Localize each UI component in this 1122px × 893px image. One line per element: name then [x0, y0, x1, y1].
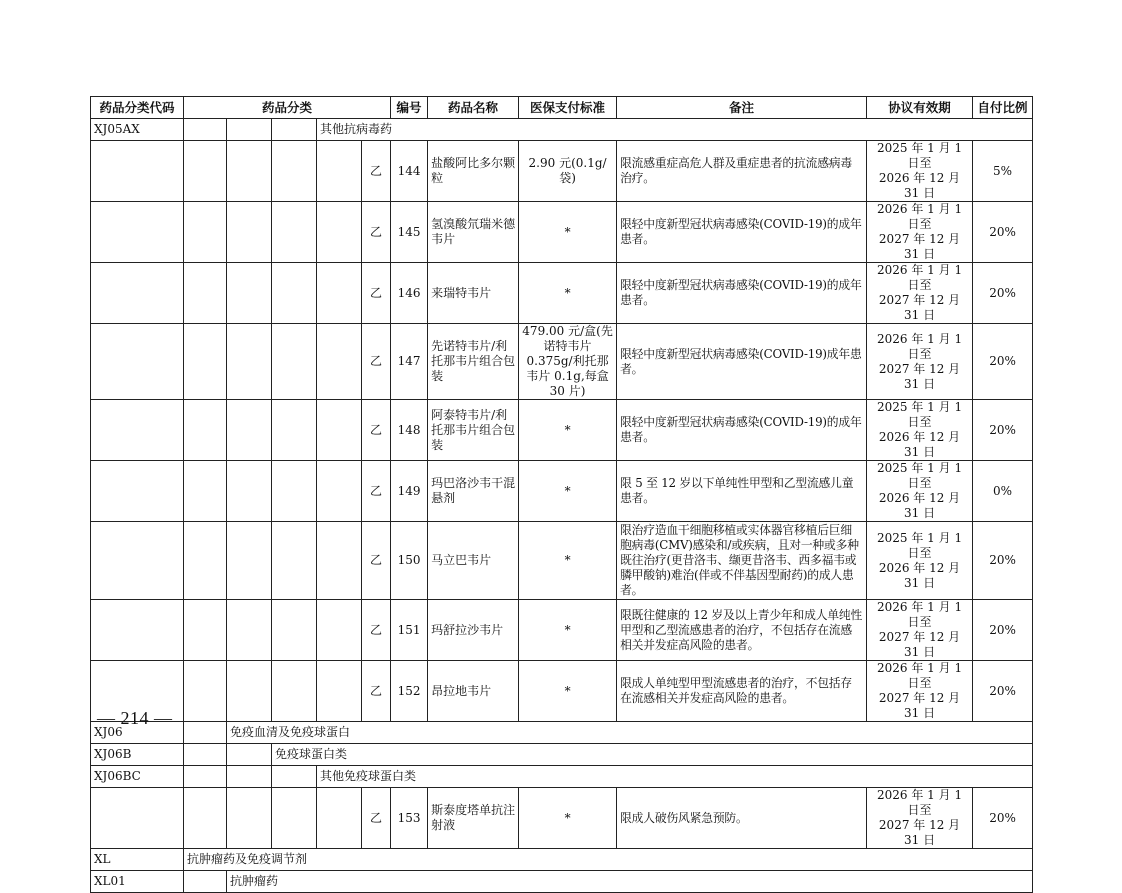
drug-name: 盐酸阿比多尔颗粒: [428, 141, 519, 202]
agreement-period: [867, 461, 973, 522]
remark: 限 5 至 12 岁以下单纯性甲型和乙型流感儿童患者。: [617, 461, 867, 522]
agreement-period: [867, 661, 973, 722]
drug-type: 乙: [362, 263, 391, 324]
section-row-xl: [91, 849, 1033, 871]
payment-standard: 2.90 元(0.1g/袋): [519, 141, 617, 202]
self-pay-ratio: 20%: [973, 263, 1033, 324]
section-row-xj06b: [91, 744, 1033, 766]
drug-number: 151: [391, 600, 428, 661]
section-name: 抗肿瘤药及免疫调节剂: [184, 849, 1033, 871]
drug-name: 来瑞特韦片: [428, 263, 519, 324]
period-start: 2025 年 1 月 1 日至: [877, 141, 963, 170]
table-row: [91, 141, 1033, 202]
table-row: [91, 400, 1033, 461]
agreement-period: [867, 400, 973, 461]
table-row: [91, 661, 1033, 722]
agreement-period: [867, 202, 973, 263]
period-end: 2027 年 12 月 31 日: [878, 232, 961, 261]
header-standard: 医保支付标准: [519, 97, 617, 119]
self-pay-ratio: 20%: [973, 522, 1033, 600]
table-row: [91, 788, 1033, 849]
section-code: XJ06: [91, 722, 184, 744]
drug-number: 148: [391, 400, 428, 461]
drug-number: 153: [391, 788, 428, 849]
drug-name: 斯泰度塔单抗注射液: [428, 788, 519, 849]
drug-catalog-table: [90, 96, 1033, 893]
table-row: [91, 600, 1033, 661]
period-start: 2026 年 1 月 1 日至: [877, 600, 963, 629]
drug-name: 先诺特韦片/利托那韦片组合包装: [428, 324, 519, 400]
remark: 限成人破伤风紧急预防。: [617, 788, 867, 849]
remark: 限轻中度新型冠状病毒感染(COVID-19)成年患者。: [617, 324, 867, 400]
section-name: 抗肿瘤药: [227, 871, 1033, 893]
drug-number: 147: [391, 324, 428, 400]
payment-standard: *: [519, 600, 617, 661]
section-row-xj06bc: [91, 766, 1033, 788]
drug-type: 乙: [362, 788, 391, 849]
remark: 限轻中度新型冠状病毒感染(COVID-19)的成年患者。: [617, 400, 867, 461]
section-code: XJ05AX: [91, 119, 184, 141]
period-start: 2025 年 1 月 1 日至: [877, 400, 963, 429]
agreement-period: [867, 263, 973, 324]
payment-standard: *: [519, 400, 617, 461]
remark: 限流感重症高危人群及重症患者的抗流感病毒治疗。: [617, 141, 867, 202]
remark: 限轻中度新型冠状病毒感染(COVID-19)的成年患者。: [617, 263, 867, 324]
payment-standard: *: [519, 461, 617, 522]
drug-name: 阿泰特韦片/利托那韦片组合包装: [428, 400, 519, 461]
payment-standard: *: [519, 661, 617, 722]
header-name: 药品名称: [428, 97, 519, 119]
agreement-period: [867, 600, 973, 661]
table-row: [91, 522, 1033, 600]
self-pay-ratio: 20%: [973, 324, 1033, 400]
section-code: XL: [91, 849, 184, 871]
period-end: 2026 年 12 月 31 日: [878, 491, 961, 520]
drug-name: 氢溴酸氘瑞米德韦片: [428, 202, 519, 263]
section-row-xj06: [91, 722, 1033, 744]
period-start: 2026 年 1 月 1 日至: [877, 788, 963, 817]
table-row: [91, 461, 1033, 522]
drug-type: 乙: [362, 600, 391, 661]
payment-standard: *: [519, 788, 617, 849]
drug-type: 乙: [362, 461, 391, 522]
agreement-period: [867, 141, 973, 202]
period-start: 2026 年 1 月 1 日至: [877, 331, 963, 361]
agreement-period: [867, 788, 973, 849]
drug-number: 152: [391, 661, 428, 722]
payment-standard: 479.00 元/盒(先诺特韦片 0.375g/利托那韦片 0.1g,每盒 30 片): [519, 324, 617, 400]
drug-type: 乙: [362, 400, 391, 461]
section-code: XL01: [91, 871, 184, 893]
self-pay-ratio: 20%: [973, 788, 1033, 849]
self-pay-ratio: 0%: [973, 461, 1033, 522]
agreement-period: [867, 522, 973, 600]
drug-number: 149: [391, 461, 428, 522]
self-pay-ratio: 20%: [973, 600, 1033, 661]
self-pay-ratio: 20%: [973, 202, 1033, 263]
drug-name: 马立巴韦片: [428, 522, 519, 600]
period-start: 2026 年 1 月 1 日至: [877, 661, 963, 690]
drug-number: 144: [391, 141, 428, 202]
drug-type: 乙: [362, 661, 391, 722]
period-end: 2027 年 12 月 31 日: [878, 818, 961, 847]
section-name: 免疫血清及免疫球蛋白: [227, 722, 1033, 744]
drug-name: 玛舒拉沙韦片: [428, 600, 519, 661]
drug-type: 乙: [362, 324, 391, 400]
header-remark: 备注: [617, 97, 867, 119]
remark: 限成人单纯型甲型流感患者的治疗，不包括存在流感相关并发症高风险的患者。: [617, 661, 867, 722]
payment-standard: *: [519, 202, 617, 263]
header-code: 药品分类代码: [91, 97, 184, 119]
drug-name: 玛巴洛沙韦干混悬剂: [428, 461, 519, 522]
period-end: 2027 年 12 月 31 日: [878, 630, 961, 659]
table-row: [91, 263, 1033, 324]
header-period: 协议有效期: [867, 97, 973, 119]
section-name: 其他抗病毒药: [317, 119, 1033, 141]
period-start: 2025 年 1 月 1 日至: [877, 530, 963, 560]
payment-standard: *: [519, 522, 617, 600]
section-code: XJ06B: [91, 744, 184, 766]
drug-type: 乙: [362, 202, 391, 263]
page-number: — 214 —: [97, 708, 173, 728]
table-row: [91, 324, 1033, 400]
self-pay-ratio: 5%: [973, 141, 1033, 202]
drug-type: 乙: [362, 141, 391, 202]
period-start: 2026 年 1 月 1 日至: [877, 263, 963, 292]
section-row-xj05ax: [91, 119, 1033, 141]
self-pay-ratio: 20%: [973, 400, 1033, 461]
section-row-xl01: [91, 871, 1033, 893]
period-end: 2026 年 12 月 31 日: [878, 430, 961, 459]
drug-name: 昂拉地韦片: [428, 661, 519, 722]
drug-number: 150: [391, 522, 428, 600]
period-start: 2025 年 1 月 1 日至: [877, 461, 963, 490]
agreement-period: [867, 324, 973, 400]
section-code: XJ06BC: [91, 766, 184, 788]
drug-number: 146: [391, 263, 428, 324]
drug-type: 乙: [362, 522, 391, 600]
remark: 限治疗造血干细胞移植或实体器官移植后巨细胞病毒(CMV)感染和/或疾病，且对一种或多种既往治疗(更昔洛韦、缬更昔洛韦、西多福韦或膦甲酸钠)难治(伴或不伴基因型耐药)的成人患者。: [617, 522, 867, 600]
period-end: 2026 年 12 月 31 日: [878, 560, 961, 590]
remark: 限既往健康的 12 岁及以上青少年和成人单纯性甲型和乙型流感患者的治疗，不包括存在流感相关并发症高风险的患者。: [617, 600, 867, 661]
payment-standard: *: [519, 263, 617, 324]
remark: 限轻中度新型冠状病毒感染(COVID-19)的成年患者。: [617, 202, 867, 263]
header-ratio: 自付比例: [973, 97, 1033, 119]
header-category: 药品分类: [184, 97, 391, 119]
drug-number: 145: [391, 202, 428, 263]
table-row: [91, 202, 1033, 263]
period-end: 2027 年 12 月 31 日: [878, 361, 961, 391]
self-pay-ratio: 20%: [973, 661, 1033, 722]
period-start: 2026 年 1 月 1 日至: [877, 202, 963, 231]
table-header-row: [91, 97, 1033, 119]
section-name: 其他免疫球蛋白类: [317, 766, 1033, 788]
period-end: 2026 年 12 月 31 日: [878, 171, 961, 200]
period-end: 2027 年 12 月 31 日: [878, 691, 961, 720]
section-name: 免疫球蛋白类: [272, 744, 1033, 766]
period-end: 2027 年 12 月 31 日: [878, 293, 961, 322]
header-number: 编号: [391, 97, 428, 119]
